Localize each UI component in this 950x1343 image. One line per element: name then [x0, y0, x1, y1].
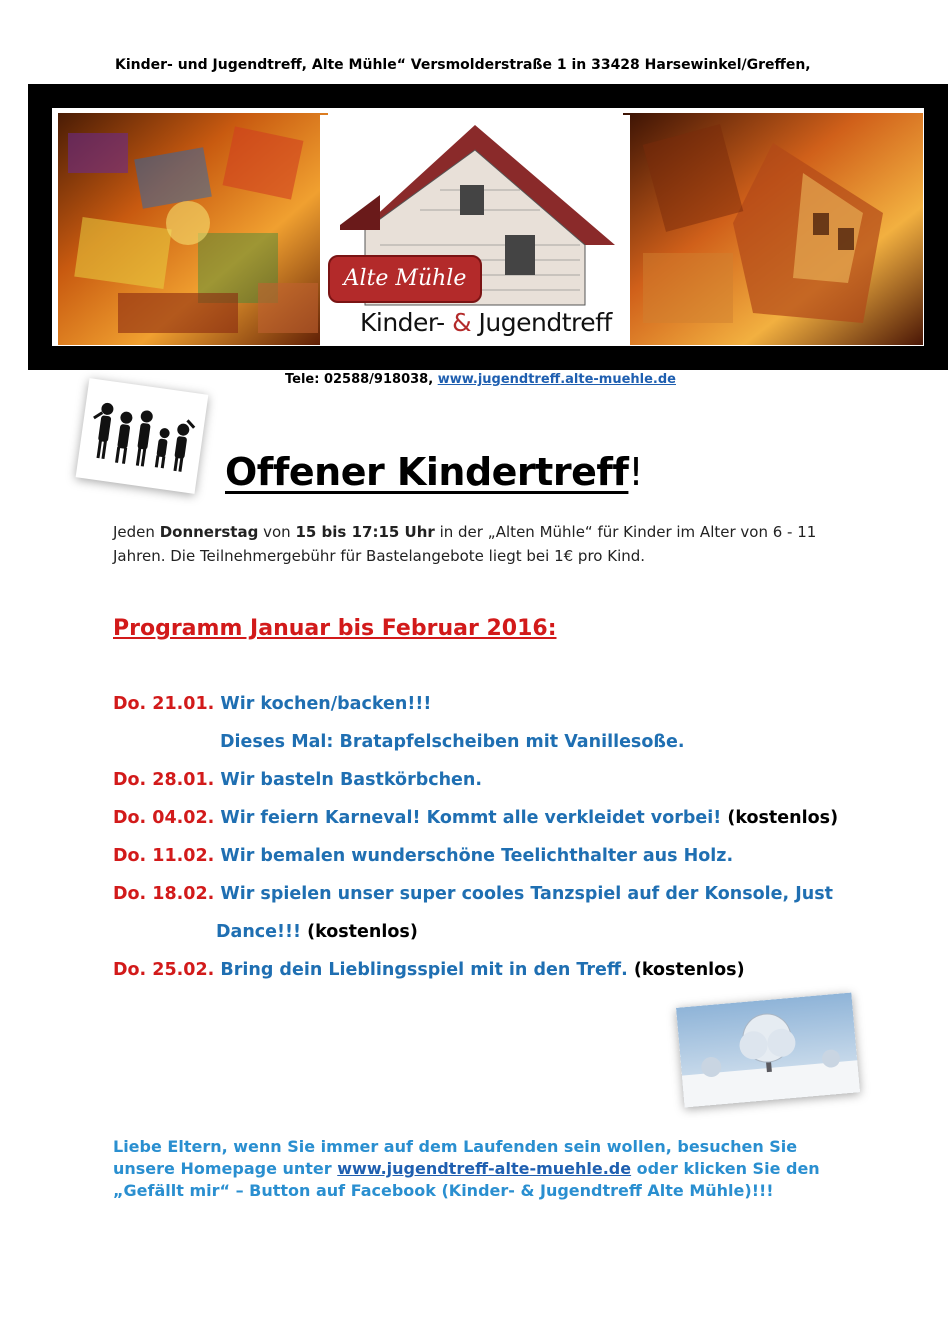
collage-right-image — [623, 113, 923, 345]
kids-silhouette-image — [76, 378, 209, 494]
intro-text: Jeden Donnerstag von 15 bis 17:15 Uhr in der „Alten Mühle“ für Kinder im Alter von 6 - 11 Jahren. Die Teilnehmergebühr für Bastelangebote liegt bei 1€ pro Kind. — [113, 523, 817, 565]
event-item: Do. 04.02. Wir feiern Karneval! Kommt alle verkleidet vorbei! (kostenlos) — [113, 808, 839, 828]
address-line: Kinder- und Jugendtreff, Alte Mühle“ Versmolderstraße 1 in 33428 Harsewinkel/Greffen, — [115, 57, 811, 73]
children-icon — [83, 389, 201, 483]
homepage-link[interactable]: www.jugendtreff-alte-muehle.de — [337, 1159, 632, 1178]
phone: Tele: 02588/918038, — [285, 372, 434, 387]
logo — [320, 115, 630, 345]
logo-subtitle: Kinder- & Jugendtreff — [360, 308, 612, 337]
contact-line — [285, 372, 676, 387]
logo-brand: Alte Mühle — [328, 255, 482, 303]
footer-text: Liebe Eltern, wenn Sie immer auf dem Laufenden sein wollen, besuchen Sie unsere Homepage unter www.jugendtreff-alte-muehle.de oder klicken Sie den „Gefällt mir“ – Button auf Facebook (Kinder- & Jugendtreff Alte Mühle)!!! — [113, 1137, 820, 1200]
event-item-continuation: Dance!!! (kostenlos) — [216, 922, 418, 942]
page-title: Offener Kindertreff! — [225, 450, 644, 494]
event-item-continuation: Dieses Mal: Bratapfelscheiben mit Vanillesoße. — [220, 732, 685, 752]
event-item: Do. 11.02. Wir bemalen wunderschöne Teelichthalter aus Holz. — [113, 846, 734, 866]
program-title: Programm Januar bis Februar 2016: — [113, 616, 557, 641]
event-item: Do. 28.01. Wir basteln Bastkörbchen. — [113, 770, 483, 790]
event-list — [113, 690, 873, 994]
event-item: Do. 18.02. Wir spielen unser super cooles Tanzspiel auf der Konsole, Just — [113, 884, 834, 904]
header-banner — [28, 84, 948, 370]
collage-left-image — [58, 113, 328, 345]
website-link[interactable]: www.jugendtreff.alte-muehle.de — [437, 372, 676, 387]
winter-tree-image — [676, 993, 860, 1108]
event-item: Do. 21.01. Wir kochen/backen!!! — [113, 694, 432, 714]
frosted-tree-photo — [676, 993, 860, 1108]
event-item: Do. 25.02. Bring dein Lieblingsspiel mit in den Treff. (kostenlos) — [113, 960, 745, 980]
